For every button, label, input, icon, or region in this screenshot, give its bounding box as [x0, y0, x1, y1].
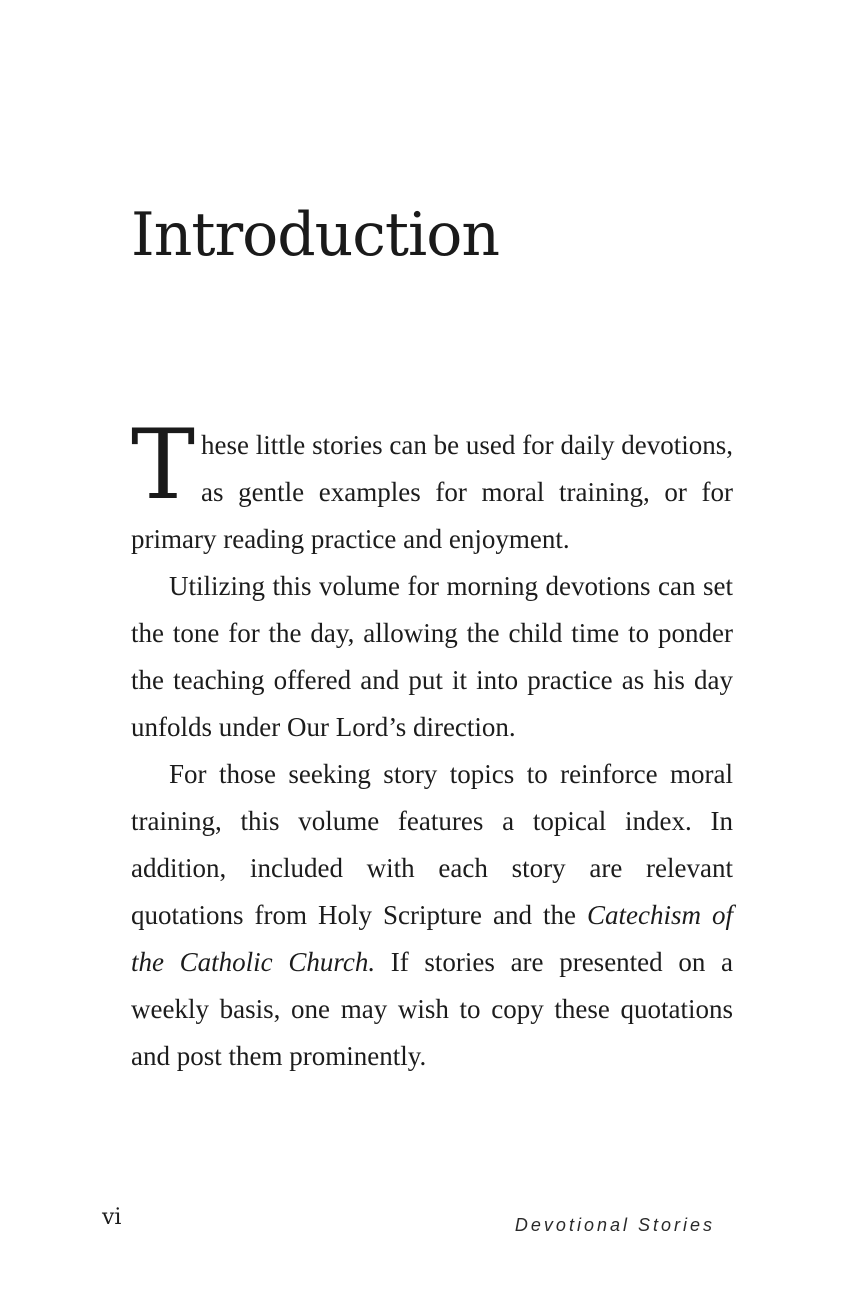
paragraph-2: Utilizing this volume for morning devotions can set the tone for the day, allowing the child time to ponder the teaching offered and put it into practice as his day unfolds under Our Lord’s direction.	[131, 571, 733, 742]
drop-cap: T	[131, 409, 196, 521]
paragraph-3-text-before: For those seeking story topics to reinforce moral training, this volume features a topical index. In addition, included with each story are relevant quotations from Holy Scripture and the	[131, 759, 733, 930]
body-text	[131, 409, 733, 1080]
book-title-italic: Catechism of the Catholic Church.	[131, 900, 733, 977]
paragraph-1	[131, 409, 733, 563]
page-number: vi	[102, 1205, 122, 1230]
paragraph-3-text-after: If stories are presented on a weekly basis, one may wish to copy these quotations and post them prominently.	[131, 947, 733, 1071]
paragraph-1-text: hese little stories can be used for daily devotions, as gentle examples for moral training, or for primary reading practice and enjoyment.	[131, 430, 733, 554]
running-head: Devotional Stories	[514, 1215, 715, 1235]
page-title: Introduction	[131, 200, 499, 270]
paragraph-3	[131, 751, 733, 1080]
